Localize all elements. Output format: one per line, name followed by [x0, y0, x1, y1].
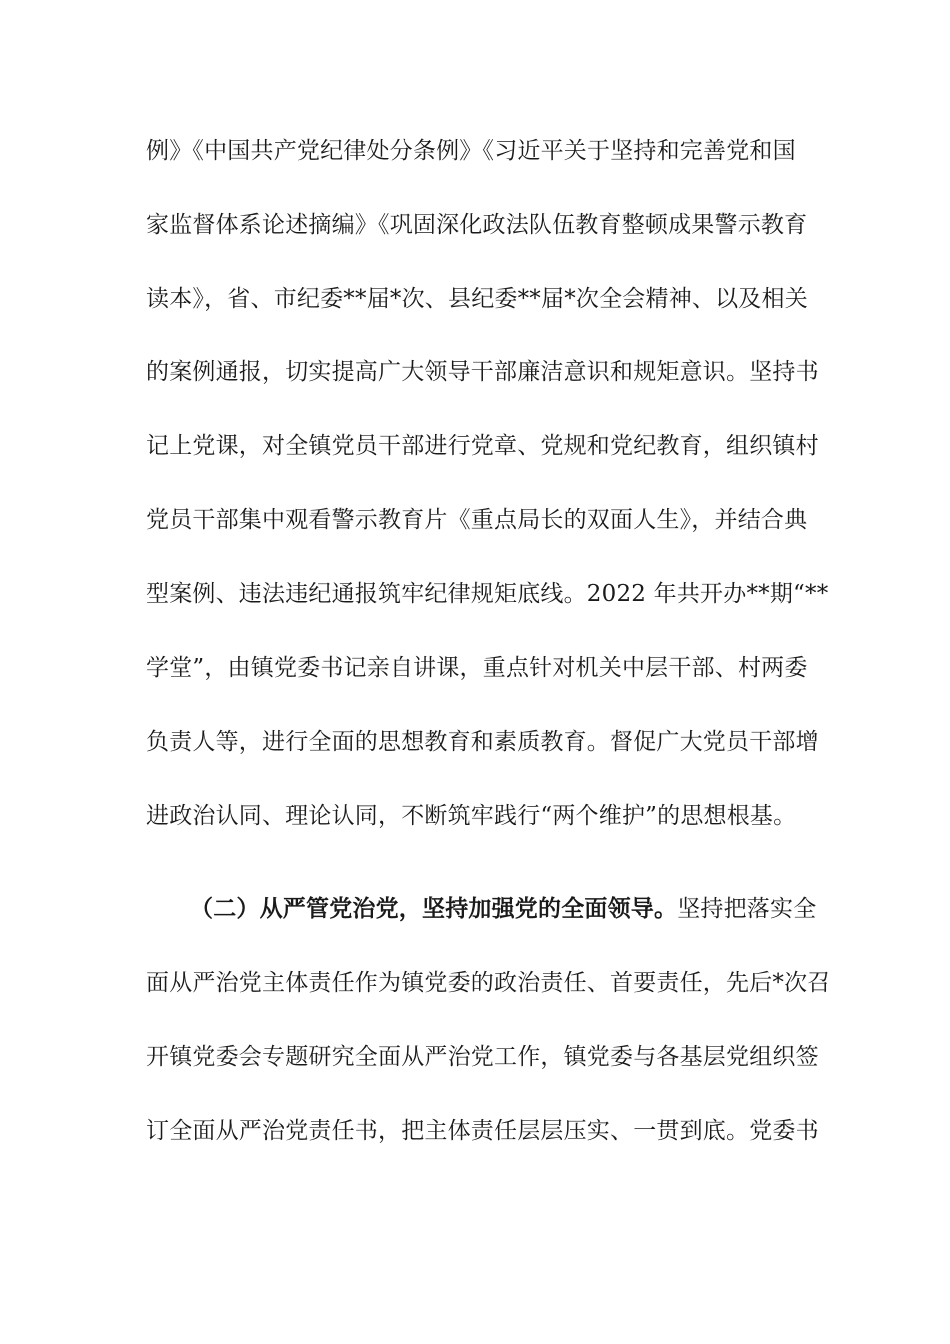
section-heading-line — [190, 894, 817, 924]
body-text-line: 开镇党委会专题研究全面从严治党工作，镇党委与各基层党组织签 — [146, 1044, 819, 1070]
section-heading: （二）从严管党治党，坚持加强党的全面领导。 — [190, 895, 678, 922]
body-text-line: 型案例、违法违纪通报筑牢纪律规矩底线。2022 年共开办**期“** — [146, 581, 829, 607]
body-text-line: 进政治认同、理论认同，不断筑牢践行“两个维护”的思想根基。 — [146, 803, 797, 829]
body-text-inline: 坚持把落实全 — [677, 896, 817, 922]
body-text-line: 学堂”，由镇党委书记亲自讲课，重点针对机关中层干部、村两委 — [146, 655, 808, 681]
body-text-line: 记上党课，对全镇党员干部进行党章、党规和党纪教育，组织镇村 — [146, 433, 819, 459]
body-text-line: 负责人等，进行全面的思想教育和素质教育。督促广大党员干部增 — [146, 729, 819, 755]
body-text-line: 订全面从严治党责任书，把主体责任层层压实、一贯到底。党委书 — [146, 1118, 819, 1144]
body-text-line: 党员干部集中观看警示教育片《重点局长的双面人生》，并结合典 — [146, 507, 808, 533]
body-text-line: 家监督体系论述摘编》《巩固深化政法队伍教育整顿成果警示教育 — [146, 212, 808, 238]
body-text-line: 读本》，省、市纪委**届*次、县纪委**届*次全会精神、以及相关 — [146, 286, 808, 312]
body-text-line: 面从严治党主体责任作为镇党委的政治责任、首要责任，先后*次召 — [146, 970, 831, 996]
body-text-line: 例》《中国共产党纪律处分条例》《习近平关于坚持和完善党和国 — [146, 138, 796, 164]
body-text-line: 的案例通报，切实提高广大领导干部廉洁意识和规矩意识。坚持书 — [146, 359, 819, 385]
